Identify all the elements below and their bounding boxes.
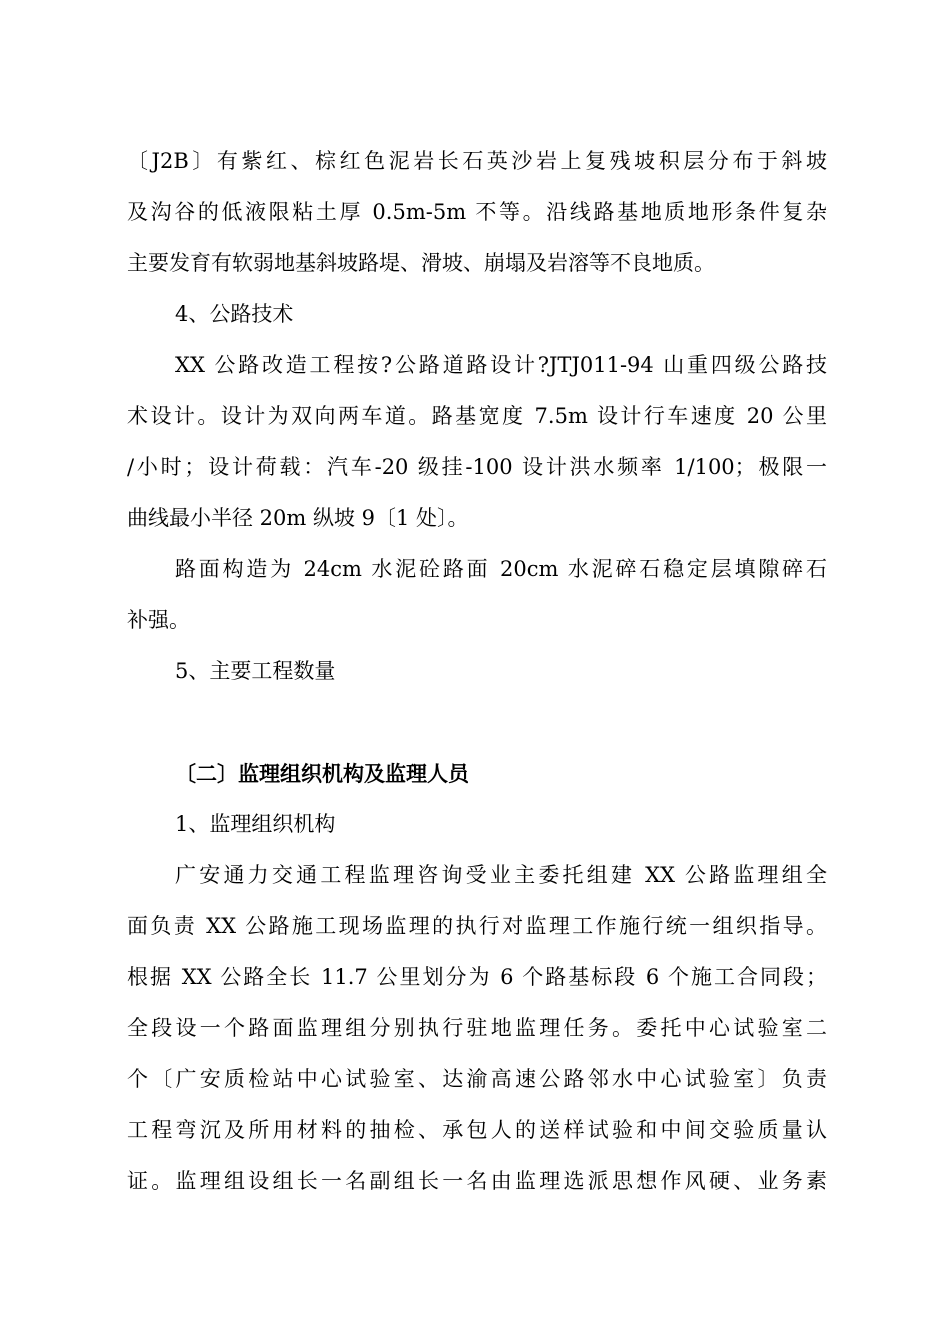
text-line: 路面构造为 24cm 水泥砼路面 20cm 水泥碎石稳定层填隙碎石: [175, 557, 827, 581]
text-line: XX 公路改造工程按?公路道路设计?JTJ011-94 山重四级公路技: [175, 353, 827, 377]
text-line: 及沟谷的低液限粘土厚 0.5m-5m 不等。沿线路基地质地形条件复杂: [127, 200, 827, 224]
heading-quantities: 5、主要工程数量: [175, 659, 336, 683]
text-line: 个〔广安质检站中心试验室、达渝高速公路邻水中心试验室〕负责: [127, 1067, 827, 1091]
text-line: 根据 XX 公路全长 11.7 公里划分为 6 个路基标段 6 个施工合同段；: [127, 965, 827, 989]
text-line: 曲线最小半径 20m 纵坡 9〔1 处〕。: [127, 506, 469, 530]
text-line: 〔J2B〕有紫红、棕红色泥岩长石英沙岩上复残坡积层分布于斜坡: [127, 149, 827, 173]
paragraph-organization: [127, 850, 827, 1207]
text-line: 主要发育有软弱地基斜坡路堤、滑坡、崩塌及岩溶等不良地质。: [127, 251, 715, 275]
text-line: /小时；设计荷载：汽车-20 级挂-100 设计洪水频率 1/100；极限一: [127, 455, 827, 479]
heading-organization: 1、监理组织机构: [175, 812, 336, 836]
document-body: [127, 136, 827, 1207]
blank-spacer: [127, 697, 827, 748]
paragraph-pavement: [127, 544, 827, 646]
section-title: 〔二〕监理组织机构及监理人员: [175, 761, 469, 786]
text-line: 面负责 XX 公路施工现场监理的执行对监理工作施行统一组织指导。: [127, 914, 827, 938]
text-line: 广安通力交通工程监理咨询受业主委托组建 XX 公路监理组全: [175, 863, 827, 887]
text-line: 全段设一个路面监理组分别执行驻地监理任务。委托中心试验室二: [127, 1016, 827, 1040]
paragraph-road-tech: [127, 340, 827, 544]
heading-road-tech: 4、公路技术: [175, 302, 294, 326]
text-line: 证。监理组设组长一名副组长一名由监理选派思想作风硬、业务素: [127, 1169, 827, 1193]
text-line: 术设计。设计为双向两车道。路基宽度 7.5m 设计行车速度 20 公里: [127, 404, 827, 428]
text-line: 补强。: [127, 608, 190, 632]
text-line: 工程弯沉及所用材料的抽检、承包人的送样试验和中间交验质量认: [127, 1118, 827, 1142]
paragraph-geology: [127, 136, 827, 289]
